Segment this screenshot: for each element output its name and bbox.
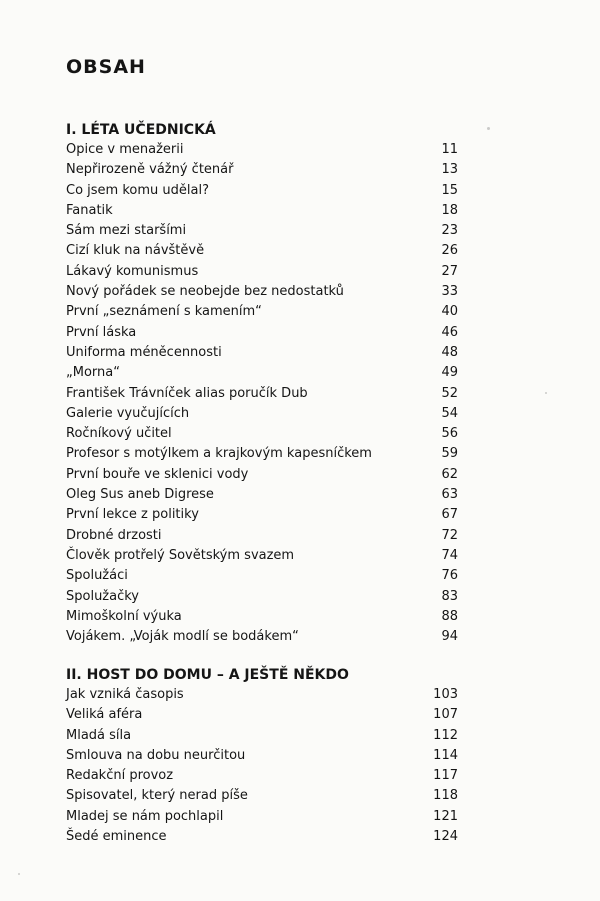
toc-entry — [66, 607, 458, 627]
toc-entry-title: Ročníkový učitel — [66, 426, 172, 442]
toc-entry-page-number: 118 — [433, 788, 458, 804]
toc-entry-title: První láska — [66, 324, 137, 340]
toc-entry — [66, 343, 458, 363]
toc-entry-title: Šedé eminence — [66, 829, 167, 845]
toc-entry-page-number: 54 — [441, 405, 458, 421]
toc-entry-page-number: 33 — [441, 284, 458, 300]
toc-entry-page-number: 72 — [441, 527, 458, 543]
toc-entry-page-number: 74 — [441, 547, 458, 563]
toc-entry-title: Sám mezi staršími — [66, 223, 187, 239]
toc-entry-title: Uniforma méněcennosti — [66, 344, 222, 360]
toc-entry-title: „Morna“ — [66, 365, 120, 381]
toc-entry-title: Jak vzniká časopis — [66, 687, 184, 702]
toc-entry-title: Co jsem komu udělal? — [66, 182, 209, 198]
toc-entry-title: Profesor s motýlkem a krajkovým kapesníčkem — [66, 446, 372, 462]
toc-entry-title: Spolužačky — [66, 588, 140, 604]
toc-entry-page-number: 46 — [441, 324, 458, 340]
toc-entry-page-number: 76 — [441, 568, 458, 584]
toc-entry-page-number: 49 — [441, 365, 458, 381]
toc-entry-page-number: 67 — [441, 507, 458, 523]
toc-entry-title: Spolužáci — [66, 568, 128, 584]
paper-speck — [487, 127, 490, 130]
toc-entry-title: Smlouva na dobu neurčitou — [66, 747, 246, 763]
toc-entry-page-number: 56 — [441, 426, 458, 442]
toc-list — [66, 685, 458, 847]
toc-entry-page-number: 114 — [433, 747, 458, 763]
toc-entry-title: Cizí kluk na návštěvě — [66, 243, 205, 259]
toc-entry-page-number: 59 — [441, 446, 458, 462]
toc-entry — [66, 384, 458, 404]
toc-entry — [66, 363, 458, 383]
toc-entry-title: Vojákem. „Voják modlí se bodákem“ — [66, 629, 299, 645]
toc-entry — [66, 685, 458, 705]
toc-entry-page-number: 63 — [441, 487, 458, 503]
toc-entry-title: Mladá síla — [66, 727, 132, 743]
toc-entry-page-number: 124 — [433, 829, 458, 845]
toc-entry-title: Nepřirozeně vážný čtenář — [66, 162, 234, 178]
toc-entry — [66, 404, 458, 424]
toc-entry — [66, 705, 458, 725]
toc-entry — [66, 201, 458, 221]
toc-entry-page-number: 52 — [441, 385, 458, 401]
contents-heading: OBSAH — [66, 56, 146, 78]
paper-speck — [18, 873, 20, 875]
toc-entry-title: Lákavý komunismus — [66, 263, 199, 279]
toc-entry — [66, 160, 458, 180]
toc-entry-title: Nový pořádek se neobejde bez nedostatků — [66, 284, 344, 300]
toc-entry — [66, 323, 458, 343]
toc-entry — [66, 221, 458, 241]
toc-entry — [66, 807, 458, 827]
toc-entry-title: Spisovatel, který nerad píše — [66, 788, 248, 804]
toc-entry-page-number: 117 — [433, 768, 458, 784]
toc-entry — [66, 241, 458, 261]
toc-entry — [66, 786, 458, 806]
toc-entry-page-number: 18 — [441, 202, 458, 218]
toc-entry — [66, 546, 458, 566]
toc-entry-title: František Trávníček alias poručík Dub — [66, 385, 308, 401]
toc-entry-title: Člověk protřelý Sovětským svazem — [66, 547, 295, 563]
toc-entry-title: První lekce z politiky — [66, 507, 199, 523]
toc-entry-title: Opice v menažerii — [66, 142, 184, 157]
toc-entry — [66, 302, 458, 322]
toc-entry-page-number: 27 — [441, 263, 458, 279]
toc-entry — [66, 526, 458, 546]
toc-entry-page-number: 13 — [441, 162, 458, 178]
toc-entry-page-number: 15 — [441, 182, 458, 198]
toc-entry — [66, 827, 458, 847]
toc-entry-page-number: 62 — [441, 466, 458, 482]
toc-entry — [66, 181, 458, 201]
toc-entry-page-number: 112 — [433, 727, 458, 743]
toc-entry-page-number: 88 — [441, 608, 458, 624]
toc-entry-page-number: 23 — [441, 223, 458, 239]
toc-entry-page-number: 40 — [441, 304, 458, 320]
toc-entry-title: Redakční provoz — [66, 768, 174, 784]
toc-entry-page-number: 121 — [433, 808, 458, 824]
toc-entry — [66, 726, 458, 746]
toc-entry-title: Drobné drzosti — [66, 527, 162, 543]
section-title: II. HOST DO DOMU – A JEŠTĚ NĚKDO — [66, 667, 349, 683]
toc-entry — [66, 505, 458, 525]
toc-entry — [66, 444, 458, 464]
toc-entry — [66, 262, 458, 282]
toc-entry — [66, 140, 458, 160]
toc-entry-title: Oleg Sus aneb Digrese — [66, 487, 214, 503]
toc-entry — [66, 587, 458, 607]
toc-entry — [66, 766, 458, 786]
toc-entry — [66, 627, 458, 647]
toc-entry-page-number: 107 — [433, 707, 458, 723]
toc-entry-title: Fanatik — [66, 202, 113, 218]
toc-entry — [66, 465, 458, 485]
toc-entry-title: První „seznámení s kamením“ — [66, 304, 262, 320]
toc-entry — [66, 485, 458, 505]
toc-entry-title: Galerie vyučujících — [66, 405, 190, 421]
toc-entry — [66, 566, 458, 586]
toc-list — [66, 140, 458, 647]
section-2 — [66, 665, 458, 847]
toc-entry — [66, 424, 458, 444]
toc-entry-title: Mimoškolní výuka — [66, 608, 182, 624]
toc-entry — [66, 746, 458, 766]
toc-entry-page-number: 83 — [441, 588, 458, 604]
toc-entry-page-number: 94 — [441, 629, 458, 645]
toc-entry-title: Veliká aféra — [66, 707, 143, 723]
toc-entry-page-number: 103 — [433, 687, 458, 702]
toc-entry-title: První bouře ve sklenici vody — [66, 466, 249, 482]
toc-entry-page-number: 26 — [441, 243, 458, 259]
toc-entry — [66, 282, 458, 302]
toc-entry-page-number: 48 — [441, 344, 458, 360]
section-1 — [66, 120, 458, 647]
toc-entry-title: Mladej se nám pochlapil — [66, 808, 224, 824]
paper-speck — [545, 392, 547, 394]
section-title: I. LÉTA UČEDNICKÁ — [66, 122, 216, 138]
toc-entry-page-number: 11 — [441, 142, 458, 157]
